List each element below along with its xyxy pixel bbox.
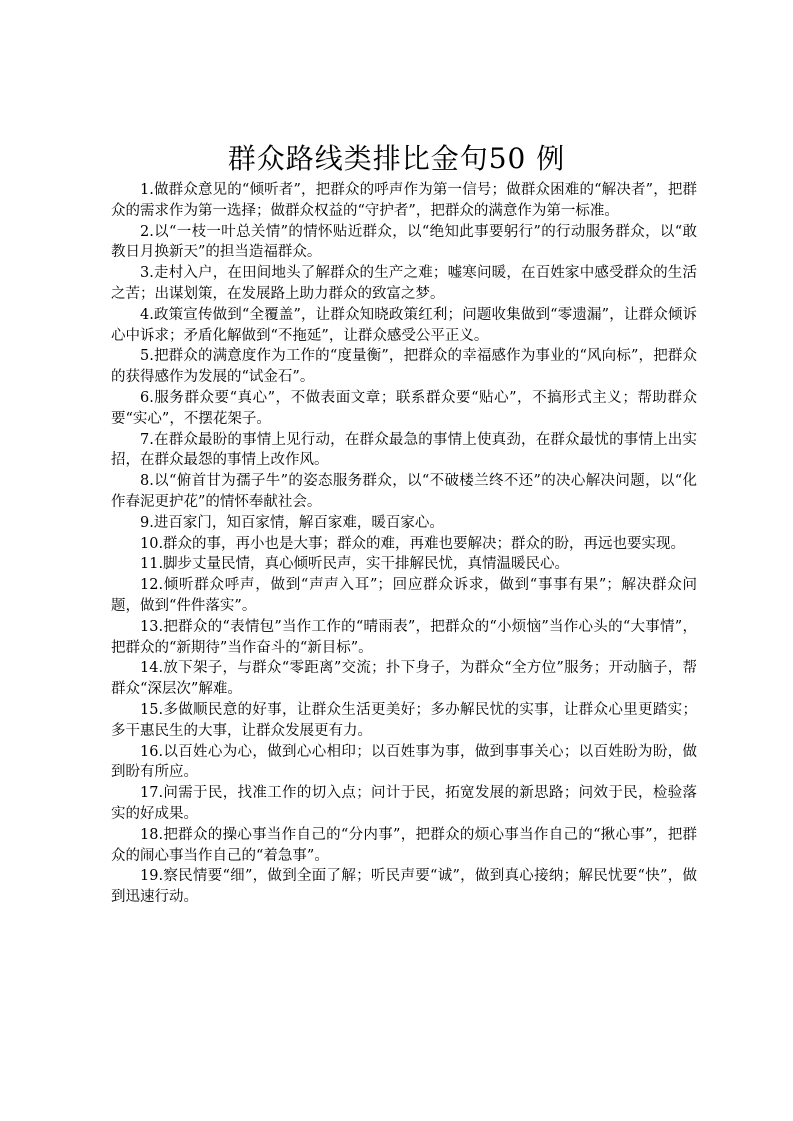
list-item: 9.进百家门，知百家情，解百家难，暖百家心。 — [140, 514, 444, 531]
document-title: 群众路线类排比金句50 例 — [227, 142, 566, 175]
list-item: 19.察民情要“细”，做到全面了解；听民声要“诚”，做到真心接纳；解民忧要“快”，做到迅速行动。 — [111, 868, 697, 906]
list-item: 15.多做顺民意的好事，让群众生活更美好；多办解民忧的实事，让群众心里更踏实；多干惠民生的大事，让群众发展更有力。 — [111, 701, 697, 739]
list-item: 2.以“一枝一叶总关情”的情怀贴近群众，以“绝知此事要躬行”的行动服务群众，以“敢教日月换新天”的担当造福群众。 — [111, 223, 697, 261]
list-item: 1.做群众意见的“倾听者”，把群众的呼声作为第一信号；做群众困难的“解决者”，把群众的需求作为第一选择；做群众权益的“守护者”，把群众的满意作为第一标准。 — [111, 182, 697, 219]
list-item: 12.倾听群众呼声，做到“声声入耳”；回应群众诉求，做到“事事有果”；解决群众问题，做到“件件落实”。 — [111, 577, 697, 614]
list-item: 8.以“俯首甘为孺子牛”的姿态服务群众，以“不破楼兰终不还”的决心解决问题，以“化作春泥更护花”的情怀奉献社会。 — [111, 473, 697, 510]
list-item: 13.把群众的“表情包”当作工作的“晴雨表”，把群众的“小烦恼”当作心头的“大事情”，把群众的“新期待”当作奋斗的“新目标”。 — [111, 618, 697, 656]
list-item: 14.放下架子，与群众“零距离”交流；扑下身子，为群众“全方位”服务；开动脑子，帮群众“深层次”解难。 — [111, 660, 697, 698]
list-item: 16.以百姓心为心，做到心心相印；以百姓事为事，做到事事关心；以百姓盼为盼，做到盼有所应。 — [111, 743, 697, 781]
list-item: 11.脚步丈量民情，真心倾听民声，实干排解民忧，真情温暖民心。 — [140, 556, 570, 573]
list-item: 5.把群众的满意度作为工作的“度量衡”，把群众的幸福感作为事业的“风向标”，把群众的获得感作为发展的“试金石”。 — [111, 348, 697, 386]
list-item: 3.走村入户，在田间地头了解群众的生产之难；嘘寒问暖，在百姓家中感受群众的生活之苦；出谋划策，在发展路上助力群众的致富之梦。 — [111, 265, 697, 302]
list-item: 18.把群众的操心事当作自己的“分内事”，把群众的烦心事当作自己的“揪心事”，把群众的闹心事当作自己的“着急事”。 — [111, 826, 697, 864]
list-item: 4.政策宣传做到“全覆盖”，让群众知晓政策红利；问题收集做到“零遗漏”，让群众倾诉心中诉求；矛盾化解做到“不拖延”，让群众感受公平正义。 — [111, 306, 697, 344]
list-item: 10.群众的事，再小也是大事；群众的难，再难也要解决；群众的盼，再远也要实现。 — [140, 535, 686, 552]
list-item: 7.在群众最盼的事情上见行动，在群众最急的事情上使真劲，在群众最忧的事情上出实招，在群众最怨的事情上改作风。 — [111, 431, 697, 469]
list-item: 17.问需于民，找准工作的切入点；问计于民，拓宽发展的新思路；问效于民，检验落实的好成果。 — [111, 785, 697, 822]
list-item: 6.服务群众要“真心”，不做表面文章；联系群众要“贴心”，不搞形式主义；帮助群众要“实心”，不摆花架子。 — [111, 389, 697, 427]
document-body — [111, 180, 697, 908]
